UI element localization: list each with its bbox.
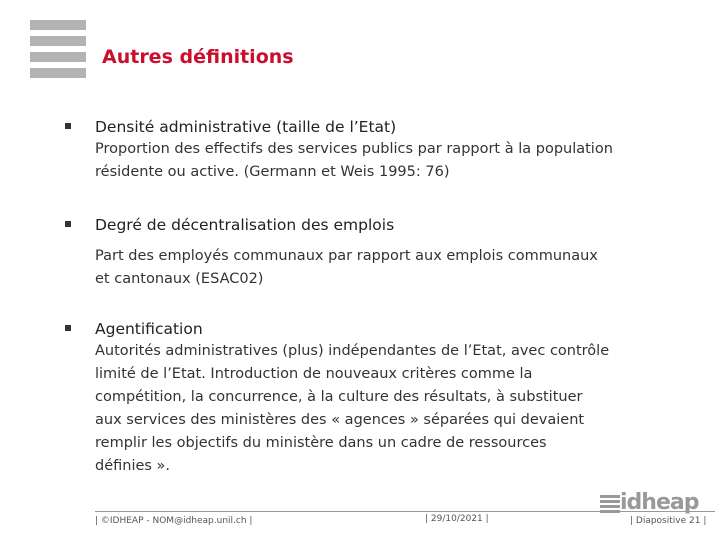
definition-item-decentralisation <box>65 214 685 291</box>
definition-line: aux services des ministères des « agences » séparées qui devaient <box>95 412 585 428</box>
definition-heading: Agentification <box>95 320 203 338</box>
definition-line: Part des employés communaux par rapport aux emplois communaux <box>95 248 598 264</box>
footer-date: | 29/10/2021 | <box>425 514 489 524</box>
definition-heading: Densité administrative (taille de l’Etat) <box>95 118 397 136</box>
logo-text: idheap <box>620 490 699 515</box>
logo-line <box>600 500 620 503</box>
definition-item-density <box>65 116 685 184</box>
definition-body <box>95 340 685 478</box>
logo-line <box>600 495 620 498</box>
idheap-logo <box>600 490 699 520</box>
footer-slide-number: | Diapositive 21 | <box>630 516 707 526</box>
decoration-bar <box>30 20 86 30</box>
decoration-bar <box>30 36 86 46</box>
bullet-icon <box>65 123 71 129</box>
definition-line: remplir les objectifs du ministère dans un cadre de ressources <box>95 435 547 451</box>
definition-body <box>95 138 685 184</box>
definition-line: et cantonaux (ESAC02) <box>95 271 264 287</box>
definition-line: définies ». <box>95 458 171 474</box>
logo-line <box>600 510 620 513</box>
logo-line <box>600 505 620 508</box>
slide-title: Autres définitions <box>102 46 294 68</box>
decoration-bar <box>30 68 86 78</box>
bullet-icon <box>65 325 71 331</box>
bullet-icon <box>65 221 71 227</box>
logo-lines-icon <box>600 495 620 515</box>
definition-line: limité de l’Etat. Introduction de nouveaux critères comme la <box>95 366 533 382</box>
definition-body <box>95 245 685 291</box>
definition-line: Autorités administratives (plus) indépendantes de l’Etat, avec contrôle <box>95 343 610 359</box>
definition-heading: Degré de décentralisation des emplois <box>95 216 395 234</box>
definition-line: Proportion des effectifs des services publics par rapport à la population <box>95 141 613 157</box>
definition-line: compétition, la concurrence, à la culture des résultats, à substituer <box>95 389 583 405</box>
footer-contact: | ©IDHEAP - NOM@idheap.unil.ch | <box>95 516 253 526</box>
decoration-bar <box>30 52 86 62</box>
slide-decoration-bars <box>30 20 86 84</box>
definition-line: résidente ou active. (Germann et Weis 1995: 76) <box>95 164 450 180</box>
definition-item-agentification <box>65 318 685 478</box>
